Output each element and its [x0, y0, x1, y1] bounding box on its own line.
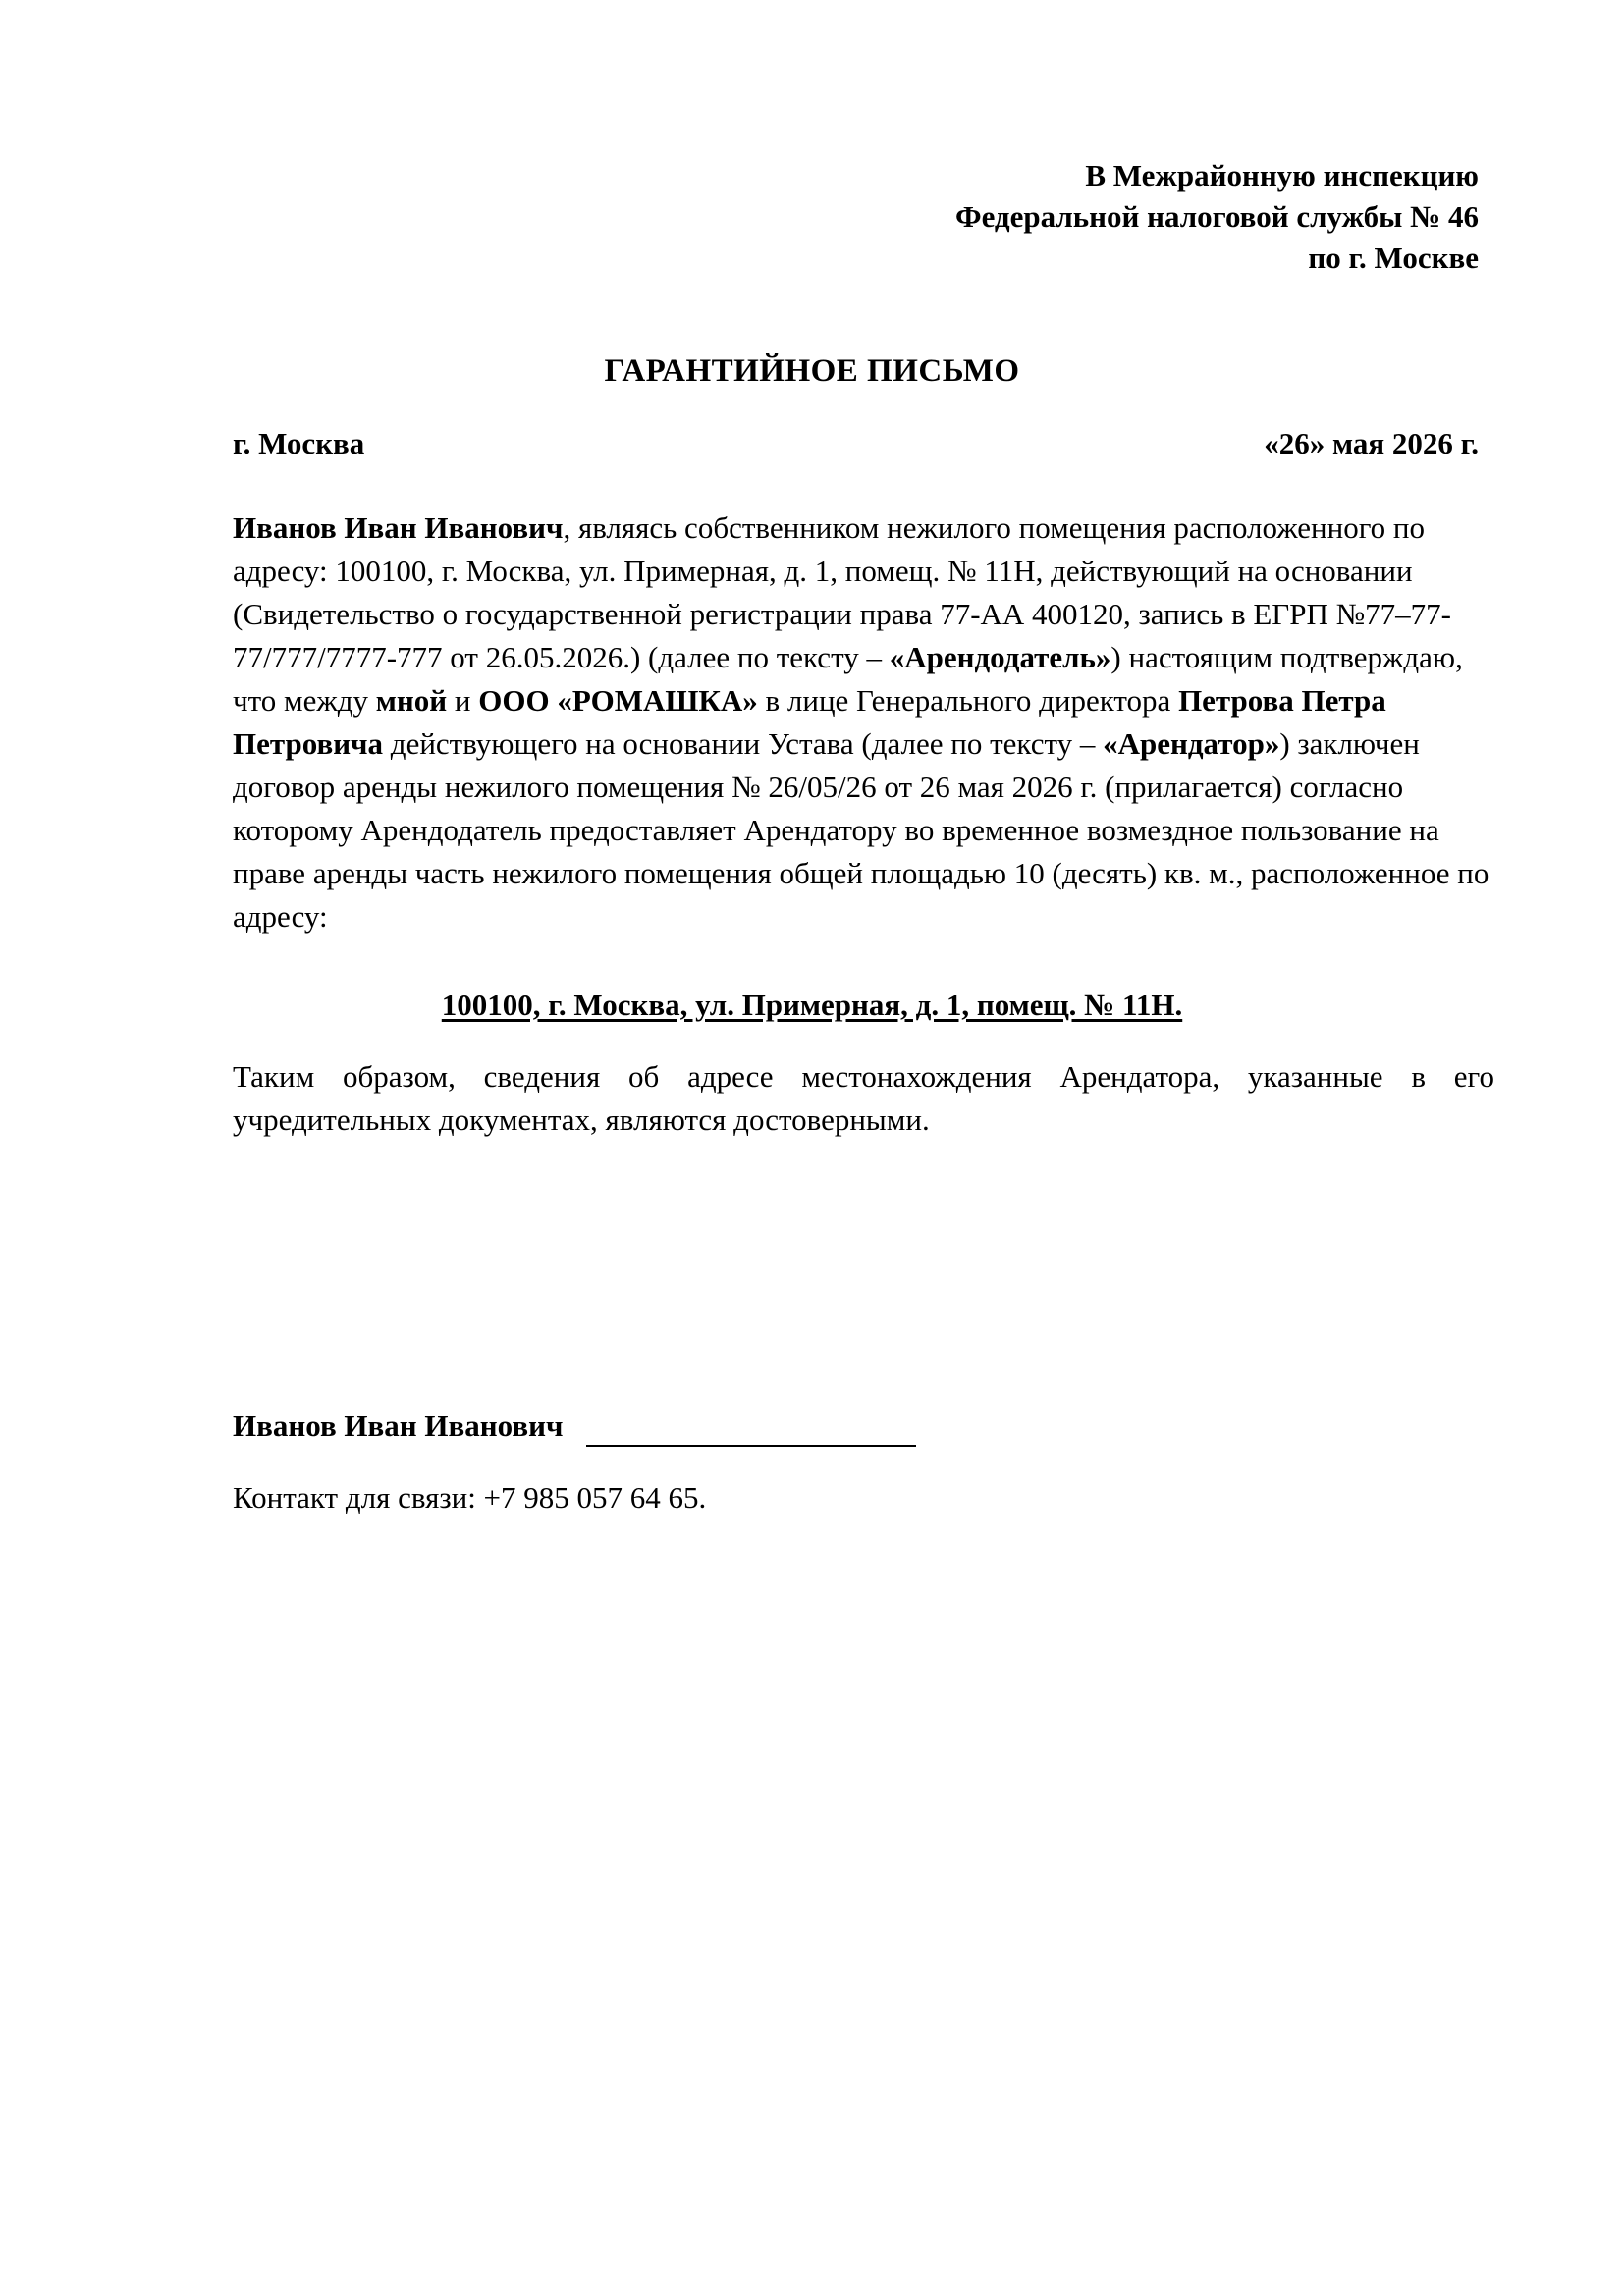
contact-line: Контакт для связи: +7 985 057 64 65.: [233, 1480, 707, 1515]
signature-block: [233, 1406, 916, 1447]
signatory-name: Иванов Иван Иванович: [233, 1409, 564, 1443]
place: г. Москва: [233, 426, 365, 460]
document-title: ГАРАНТИЙНОЕ ПИСЬМО: [604, 353, 1020, 389]
body-text-2: ) настоящим подтверждаю, что между: [233, 640, 1463, 718]
premises-address: 100100, г. Москва, ул. Примерная, д. 1, помещ. № 11Н.: [441, 988, 1183, 1022]
signature-line: [586, 1415, 916, 1447]
owner-name: Иванов Иван Иванович: [233, 510, 564, 545]
body-text-4: в лице Генерального директора: [757, 683, 1179, 718]
recipient-line-3: по г. Москве: [1308, 240, 1479, 275]
tenant-term: «Арендатор»: [1103, 726, 1280, 761]
recipient-block: [955, 155, 1479, 279]
body-text-3: и: [447, 683, 479, 718]
director-name: Петрова Петра Петровича: [233, 683, 1386, 761]
main-paragraph: [233, 507, 1494, 938]
body-text-1: , являясь собственником нежилого помещения расположенного по адресу: 100100, г. Москва, ул. Примерная, д. 1, помещ. № 11Н, действующий на основании (Свидетельство о государственной регистрации права 77-АА 400120, запись в ЕГРП №77–77-77/777/7777-777 от 26.05.2026.) (далее по тексту –: [233, 510, 1451, 674]
body-text-5: действующего на основании Устава (далее по тексту –: [383, 726, 1104, 761]
recipient-line-1: В Межрайонную инспекцию: [1085, 158, 1479, 192]
landlord-term: «Арендодатель»: [889, 640, 1111, 674]
company-name: ООО «РОМАШКА»: [478, 683, 758, 718]
date: «26» мая 2026 г.: [1264, 426, 1479, 460]
body-text-6: ) заключен договор аренды нежилого помещения № 26/05/26 от 26 мая 2026 г. (прилагается) согласно которому Арендодатель предоставляет Арендатору во временное возмездное пользование на праве аренды часть нежилого помещения общей площадью 10 (десять) кв. м., расположенное по адресу:: [233, 726, 1489, 934]
place-date-row: [233, 423, 1479, 464]
me-term: мной: [375, 683, 448, 718]
recipient-line-2: Федеральной налоговой службы № 46: [954, 199, 1479, 234]
conclusion-paragraph: Таким образом, сведения об адресе местонахождения Арендатора, указанные в его учредительных документах, являются достоверными.: [233, 1059, 1494, 1137]
